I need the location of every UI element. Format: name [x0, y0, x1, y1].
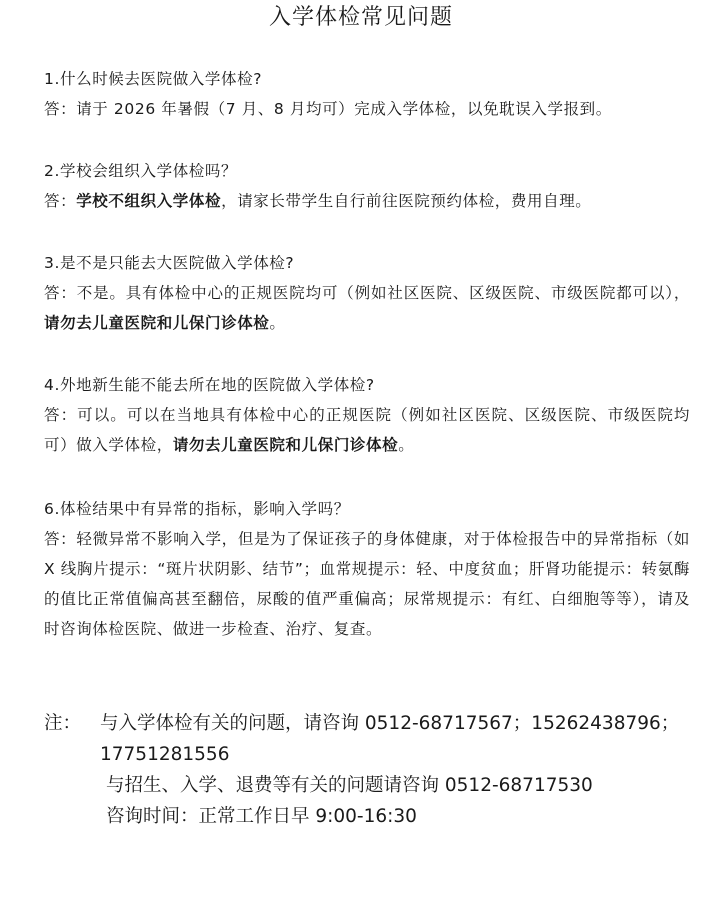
answer-bold-text: 学校不组织入学体检	[76, 192, 222, 210]
faq-question: 6.体检结果中有异常的指标，影响入学吗？	[44, 500, 350, 518]
faq-question: 4.外地新生能不能去所在地的医院做入学体检?	[44, 376, 375, 394]
note-line-4: 咨询时间：正常工作日早 9:00-16:30	[106, 806, 417, 827]
answer-tail: 。	[269, 314, 286, 332]
contact-note	[44, 708, 704, 832]
faq-question: 3.是不是只能去大医院做入学体检?	[44, 254, 295, 272]
faq-answer	[44, 400, 690, 460]
answer-bold-text-2: 请勿去儿童医院和儿保门诊体检	[172, 436, 399, 454]
page-title: 入学体检常见问题	[268, 5, 453, 30]
answer-prefix: 答：	[44, 530, 77, 548]
answer-prefix: 答：	[44, 192, 77, 210]
faq-question: 2.学校会组织入学体检吗？	[44, 162, 238, 180]
faq-item	[44, 248, 690, 338]
note-line-3: 与招生、入学、退费等有关的问题请咨询 0512-68717530	[106, 775, 593, 796]
answer-text: 不是。具有体检中心的正规医院均可（例如社区医院、区级医院、市级医院都可以），	[76, 284, 690, 302]
answer-prefix: 答：	[44, 284, 77, 302]
faq-question: 1.什么时候去医院做入学体检?	[44, 70, 263, 88]
answer-text: 可以。可以在当地具有体检中心的正规医院（例如社区医院、区级医院、市级医院均可）做入学体检，	[44, 406, 691, 454]
answer-text: 请于 2026 年暑假（7 月、8 月均可）完成入学体检，以免耽误入学报到。	[76, 100, 612, 118]
faq-answer	[44, 524, 690, 644]
faq-answer	[44, 94, 690, 124]
answer-prefix: 答：	[44, 406, 78, 424]
faq-item	[44, 64, 690, 124]
faq-answer	[44, 186, 690, 216]
note-label: 注：	[44, 713, 82, 734]
answer-text: ，请家长带学生自行前往医院预约体检，费用自理。	[221, 192, 592, 210]
faq-answer	[44, 278, 690, 338]
faq-item	[44, 156, 690, 216]
note-row	[44, 708, 704, 739]
faq-item	[44, 370, 690, 460]
note-line-1: 与入学体检有关的问题，请咨询 0512-68717567；15262438796；	[100, 713, 680, 734]
note-line-2: 17751281556	[100, 744, 230, 765]
answer-tail: 。	[398, 436, 415, 454]
faq-item	[44, 494, 690, 644]
answer-bold-text-2: 请勿去儿童医院和儿保门诊体检	[44, 314, 270, 332]
answer-prefix: 答：	[44, 100, 77, 118]
answer-text: 轻微异常不影响入学，但是为了保证孩子的身体健康，对于体检报告中的异常指标（如 X 线胸片提示：“斑片状阴影、结节”；血常规提示：轻、中度贫血；肝肾功能提示：转氨酶的值比正常值偏高甚至翻倍，尿酸的值严重偏高；尿常规提示：有红、白细胞等等），请及时咨询体检医院、做进一步检查、治疗、复查。	[44, 530, 690, 638]
